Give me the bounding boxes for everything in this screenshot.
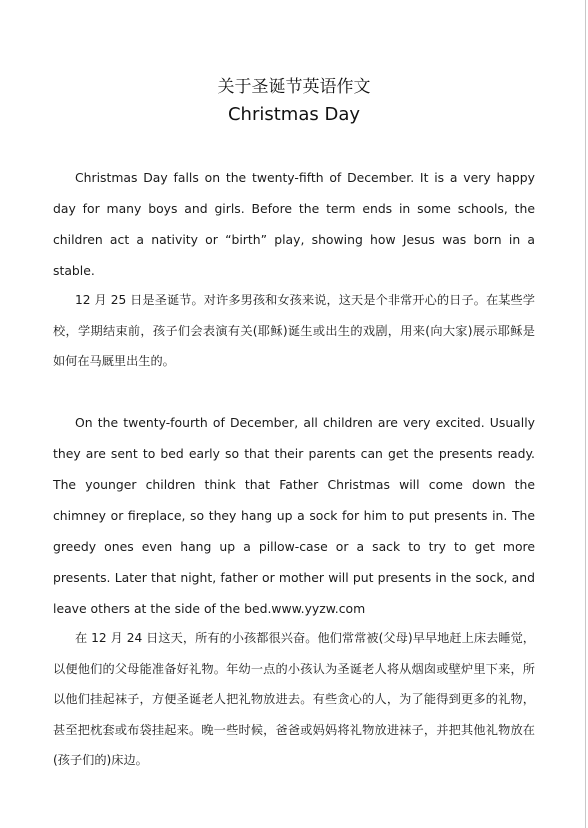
paragraph-chinese-1: 12 月 25 日是圣诞节。对许多男孩和女孩来说，这天是个非常开心的日子。在某些学校，学期结束前，孩子们会表演有关(耶稣)诞生或出生的戏剧，用来(向大家)展示耶稣是如何在马厩里出生的。 [53, 293, 535, 368]
paragraph-chinese-2: 在 12 月 24 日这天，所有的小孩都很兴奋。他们常常被(父母)早早地赶上床去睡觉，以便他们的父母能准备好礼物。年幼一点的小孩认为圣诞老人将从烟囱或壁炉里下来，所以他们挂起袜子，方便圣诞老人把礼物放进去。有些贪心的人，为了能得到更多的礼物，甚至把枕套或布袋挂起来。晚一些时候，爸爸或妈妈将礼物放进袜子，并把其他礼物放在(孩子们的)床边。 [53, 631, 535, 767]
paragraph-english-2: On the twenty-fourth of December, all children are very excited. Usually they are sent to bed early so that their parents can get the presents ready. The younger children think that Father Christmas will come down the chimney or fireplace, so they hang up a sock for him to put presents in. The greedy ones even hang up a pillow-case or a sack to try to get more presents. Later that night, father or mother will put presents in the sock, and leave others at the side of the bed.www.yyzw.com [53, 415, 535, 616]
document-title-english: Christmas Day [227, 104, 361, 125]
paragraph-english-1: Christmas Day falls on the twenty-fifth of December. It is a very happy day for many boys and girls. Before the term ends in some schools, the children act a nativity or “birth” play, showing how Jesus was born in a stable. [53, 170, 535, 278]
document-title-chinese: 关于圣诞节英语作文 [217, 77, 371, 97]
